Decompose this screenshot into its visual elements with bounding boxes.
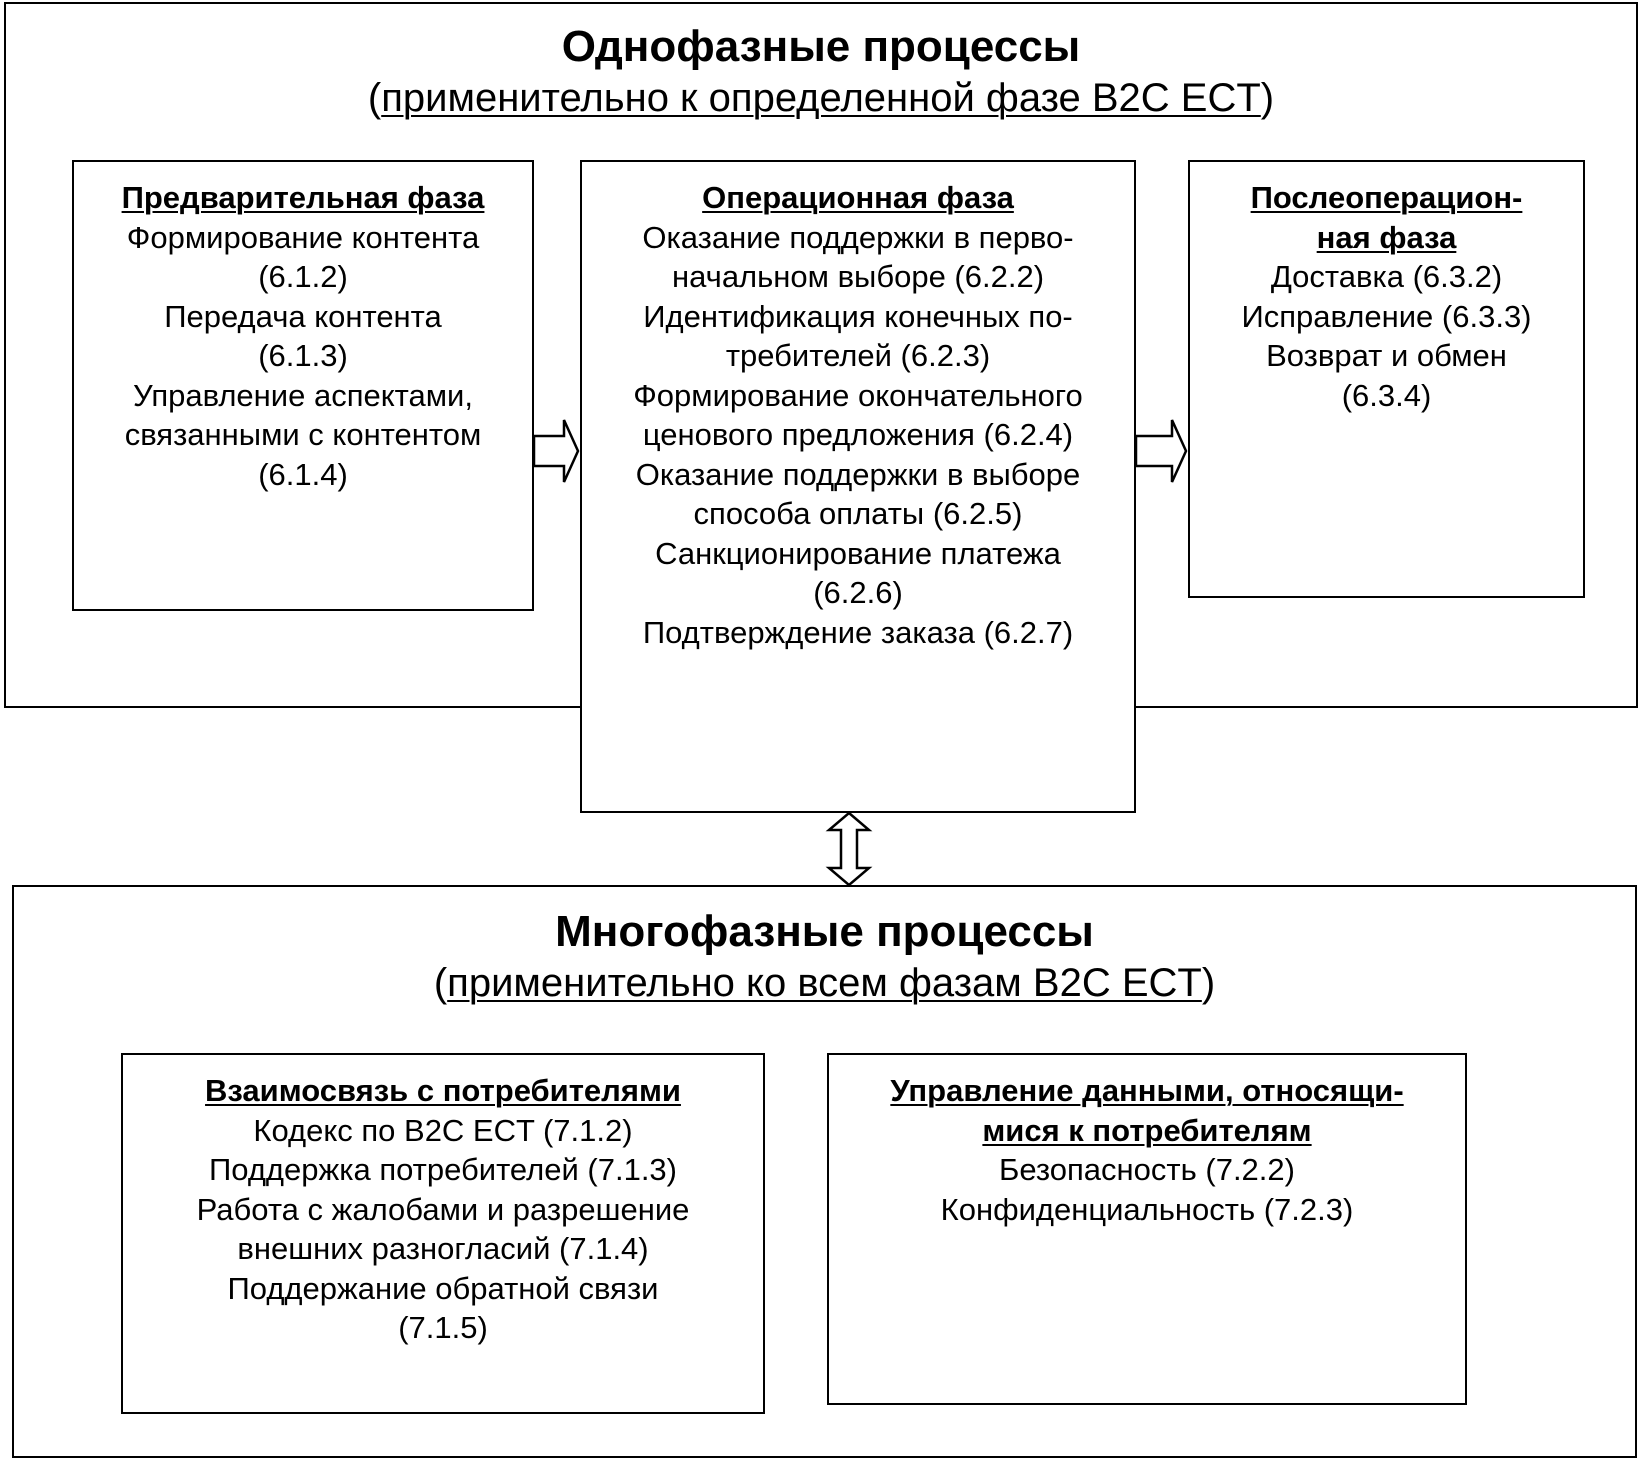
- subtitle-paren-close: ): [1260, 76, 1275, 120]
- list-item: Возврат и обмен: [1266, 338, 1507, 373]
- post-operational-heading-line: ная фаза: [1316, 219, 1457, 255]
- data-management-heading-line: мися к потребителям: [982, 1112, 1312, 1148]
- data-management-box: [827, 1053, 1467, 1405]
- list-item: Безопасность (7.2.2): [999, 1152, 1295, 1187]
- list-item: Работа с жалобами и разрешение: [196, 1191, 690, 1227]
- consumer-relations-heading: Взаимосвязь с потребителями: [205, 1073, 681, 1108]
- list-item: связанными с контентом: [124, 417, 482, 452]
- single-phase-subtitle: [6, 76, 1636, 121]
- double-arrow-vertical: [826, 812, 872, 886]
- list-item: Формирование контента: [126, 219, 480, 255]
- multi-phase-subtitle: [14, 961, 1635, 1006]
- subtitle-paren-open: (: [433, 961, 448, 1005]
- subtitle-paren-open: (: [367, 76, 382, 120]
- list-item: способа оплаты (6.2.5): [693, 496, 1023, 531]
- list-item: Кодекс по B2C ECT (7.1.2): [253, 1112, 633, 1148]
- list-item: (7.1.5): [398, 1310, 488, 1345]
- list-item: начальном выборе (6.2.2): [671, 259, 1045, 294]
- list-item: внешних разногласий (7.1.4): [237, 1231, 649, 1266]
- post-operational-phase-box: [1188, 160, 1585, 598]
- list-item: (6.3.4): [1341, 377, 1432, 413]
- list-item: Исправление (6.3.3): [1241, 298, 1532, 334]
- single-phase-title: Однофазные процессы: [561, 22, 1081, 71]
- list-item: Оказание поддержки в выборе: [635, 456, 1081, 492]
- list-item: Передача контента: [164, 298, 442, 334]
- arrow-operational-to-post: [1136, 418, 1188, 484]
- multi-phase-title: Многофазные процессы: [555, 907, 1094, 956]
- post-operational-heading-line: Послеоперацион-: [1250, 180, 1523, 215]
- list-item: (6.1.4): [258, 456, 348, 492]
- data-management-heading-line: Управление данными, относящи-: [890, 1073, 1404, 1108]
- list-item: требителей (6.2.3): [725, 338, 991, 373]
- list-item: (6.1.3): [258, 338, 348, 373]
- subtitle-paren-close: ): [1201, 961, 1216, 1005]
- list-item: (6.1.2): [258, 259, 348, 294]
- preliminary-phase-box: [72, 160, 534, 611]
- list-item: Конфиденциальность (7.2.3): [940, 1191, 1354, 1227]
- preliminary-phase-heading: Предварительная фаза: [121, 180, 485, 215]
- list-item: Идентификация конечных по-: [643, 298, 1073, 334]
- list-item: Оказание поддержки в перво-: [642, 219, 1074, 255]
- subtitle-text: применительно к определенной фазе B2C ECT: [381, 76, 1261, 120]
- list-item: Формирование окончательного: [633, 377, 1083, 413]
- subtitle-text: применительно ко всем фазам B2C ECT: [447, 961, 1202, 1005]
- operational-phase-heading: Операционная фаза: [702, 180, 1014, 215]
- list-item: (6.2.6): [813, 575, 903, 610]
- list-item: Поддержание обратной связи: [227, 1270, 659, 1306]
- list-item: ценового предложения (6.2.4): [642, 417, 1074, 452]
- arrow-pre-to-operational: [534, 418, 580, 484]
- list-item: Подтверждение заказа (6.2.7): [642, 614, 1074, 650]
- list-item: Санкционирование платежа: [655, 535, 1061, 571]
- operational-phase-box: [580, 160, 1136, 813]
- consumer-relations-box: [121, 1053, 765, 1414]
- list-item: Поддержка потребителей (7.1.3): [209, 1152, 677, 1187]
- list-item: Управление аспектами,: [133, 377, 473, 413]
- list-item: Доставка (6.3.2): [1270, 259, 1503, 294]
